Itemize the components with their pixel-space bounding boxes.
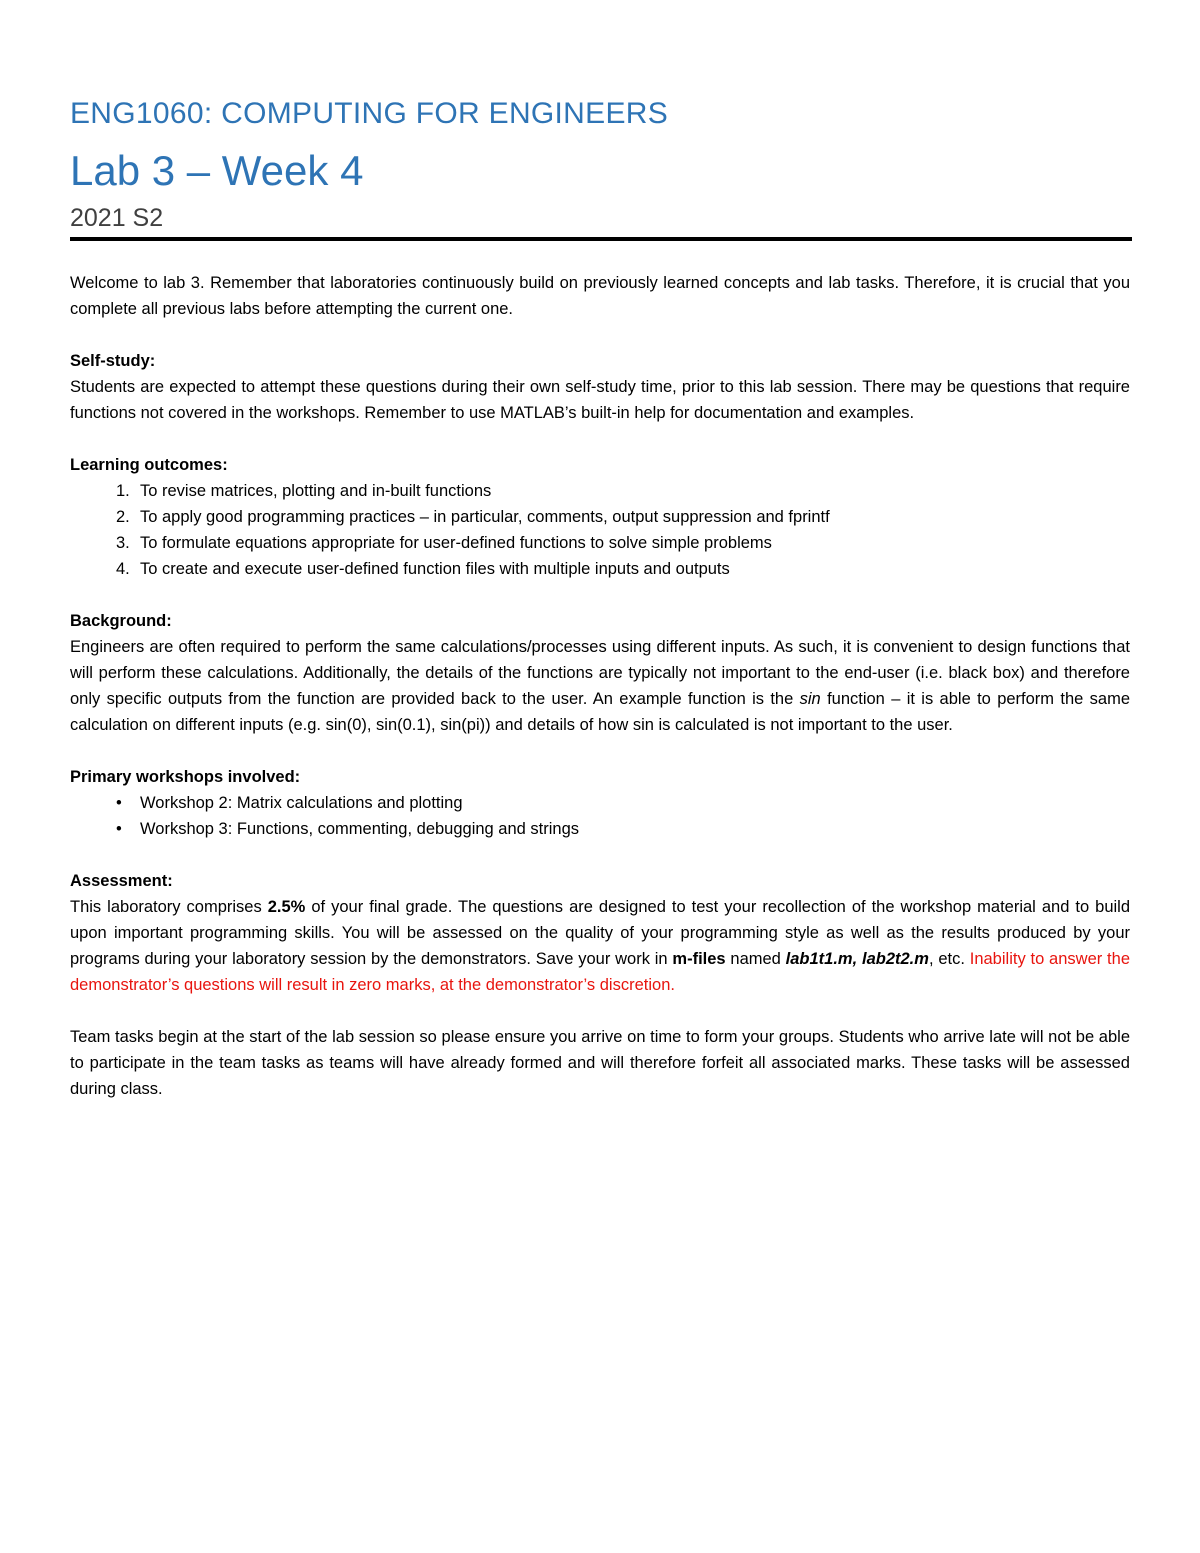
list-item <box>70 556 1130 582</box>
workshops-list <box>70 790 1130 842</box>
grade-percent: 2.5% <box>267 898 306 916</box>
assessment-text-1: This laboratory comprises <box>70 898 268 916</box>
assessment-text-2: of your final grade. The questions are designed to test your recollection of the workshop material and to build upon important programming skills. You will be assessed on the quality of your programming style as well as the results produced by your programs during your laboratory session by the demonstrators. Save your work in <box>70 898 1130 968</box>
list-number: 1. <box>116 482 130 500</box>
learning-outcomes-list <box>70 478 1130 582</box>
team-tasks-paragraph: Team tasks begin at the start of the lab session so please ensure you arrive on time to form your groups. Students who arrive late will not be able to participate in the team tasks as teams will have already formed and will therefore forfeit all associated marks. These tasks will be assessed during class. <box>70 1028 1130 1098</box>
m-files-label: m-files <box>672 950 726 968</box>
list-item <box>70 530 1130 556</box>
assessment-text-3: named <box>725 950 786 968</box>
intro-paragraph: Welcome to lab 3. Remember that laboratories continuously build on previously learned concepts and lab tasks. Therefore, it is crucial that you complete all previous labs before attempting the current one. <box>70 274 1130 318</box>
title-divider <box>70 237 1132 241</box>
background-text-2: function – it is able to perform the same calculation on different inputs (e.g. sin(0), sin(0.1), sin(pi)) and details of how sin is calculated is not important to the user. <box>70 690 1130 734</box>
list-number: 3. <box>116 534 130 552</box>
document-body <box>70 270 1130 1102</box>
list-item <box>70 816 1130 842</box>
lab-title: Lab 3 – Week 4 <box>70 147 364 194</box>
assessment-warning: Inability to answer the demonstrator’s questions will result in zero marks, at the demonstrator’s discretion. <box>70 950 1130 994</box>
assessment-paragraph <box>70 894 1130 998</box>
list-item <box>70 790 1130 816</box>
list-number: 4. <box>116 560 130 578</box>
list-number: 2. <box>116 508 130 526</box>
list-item-text: To create and execute user-defined function files with multiple inputs and outputs <box>140 560 730 578</box>
list-item-text: Workshop 3: Functions, commenting, debugging and strings <box>140 820 580 838</box>
sin-function-name: sin <box>799 690 821 708</box>
list-item <box>70 504 1130 530</box>
file-name-1: lab1t1.m, <box>785 950 858 968</box>
file-name-2: lab2t2.m <box>862 950 929 968</box>
self-study-heading: Self-study: <box>70 352 156 370</box>
course-title: ENG1060: COMPUTING FOR ENGINEERS <box>70 97 669 130</box>
bullet-icon: • <box>116 794 122 812</box>
list-item-text: To apply good programming practices – in particular, comments, output suppression and fprintf <box>140 508 830 526</box>
list-item-text: To formulate equations appropriate for user-defined functions to solve simple problems <box>140 534 772 552</box>
workshops-heading: Primary workshops involved: <box>70 768 301 786</box>
list-item-text: Workshop 2: Matrix calculations and plotting <box>140 794 463 812</box>
background-paragraph <box>70 634 1130 738</box>
self-study-paragraph: Students are expected to attempt these questions during their own self-study time, prior to this lab session. There may be questions that require functions not covered in the workshops. Remember to use MATLAB’s built-in help for documentation and examples. <box>70 378 1130 422</box>
list-item-text: To revise matrices, plotting and in-built functions <box>140 482 492 500</box>
learning-outcomes-heading: Learning outcomes: <box>70 456 228 474</box>
assessment-heading: Assessment: <box>70 872 173 890</box>
background-text-1: Engineers are often required to perform the same calculations/processes using different inputs. As such, it is convenient to design functions that will perform these calculations. Additionally, the details of the functions are typically not important to the end-user (i.e. black box) and therefore only specific outputs from the function are provided back to the user. An example function is the <box>70 638 1130 708</box>
assessment-text-4: , etc. <box>928 950 970 968</box>
bullet-icon: • <box>116 820 122 838</box>
term-label: 2021 S2 <box>70 204 164 232</box>
list-item <box>70 478 1130 504</box>
background-heading: Background: <box>70 612 172 630</box>
